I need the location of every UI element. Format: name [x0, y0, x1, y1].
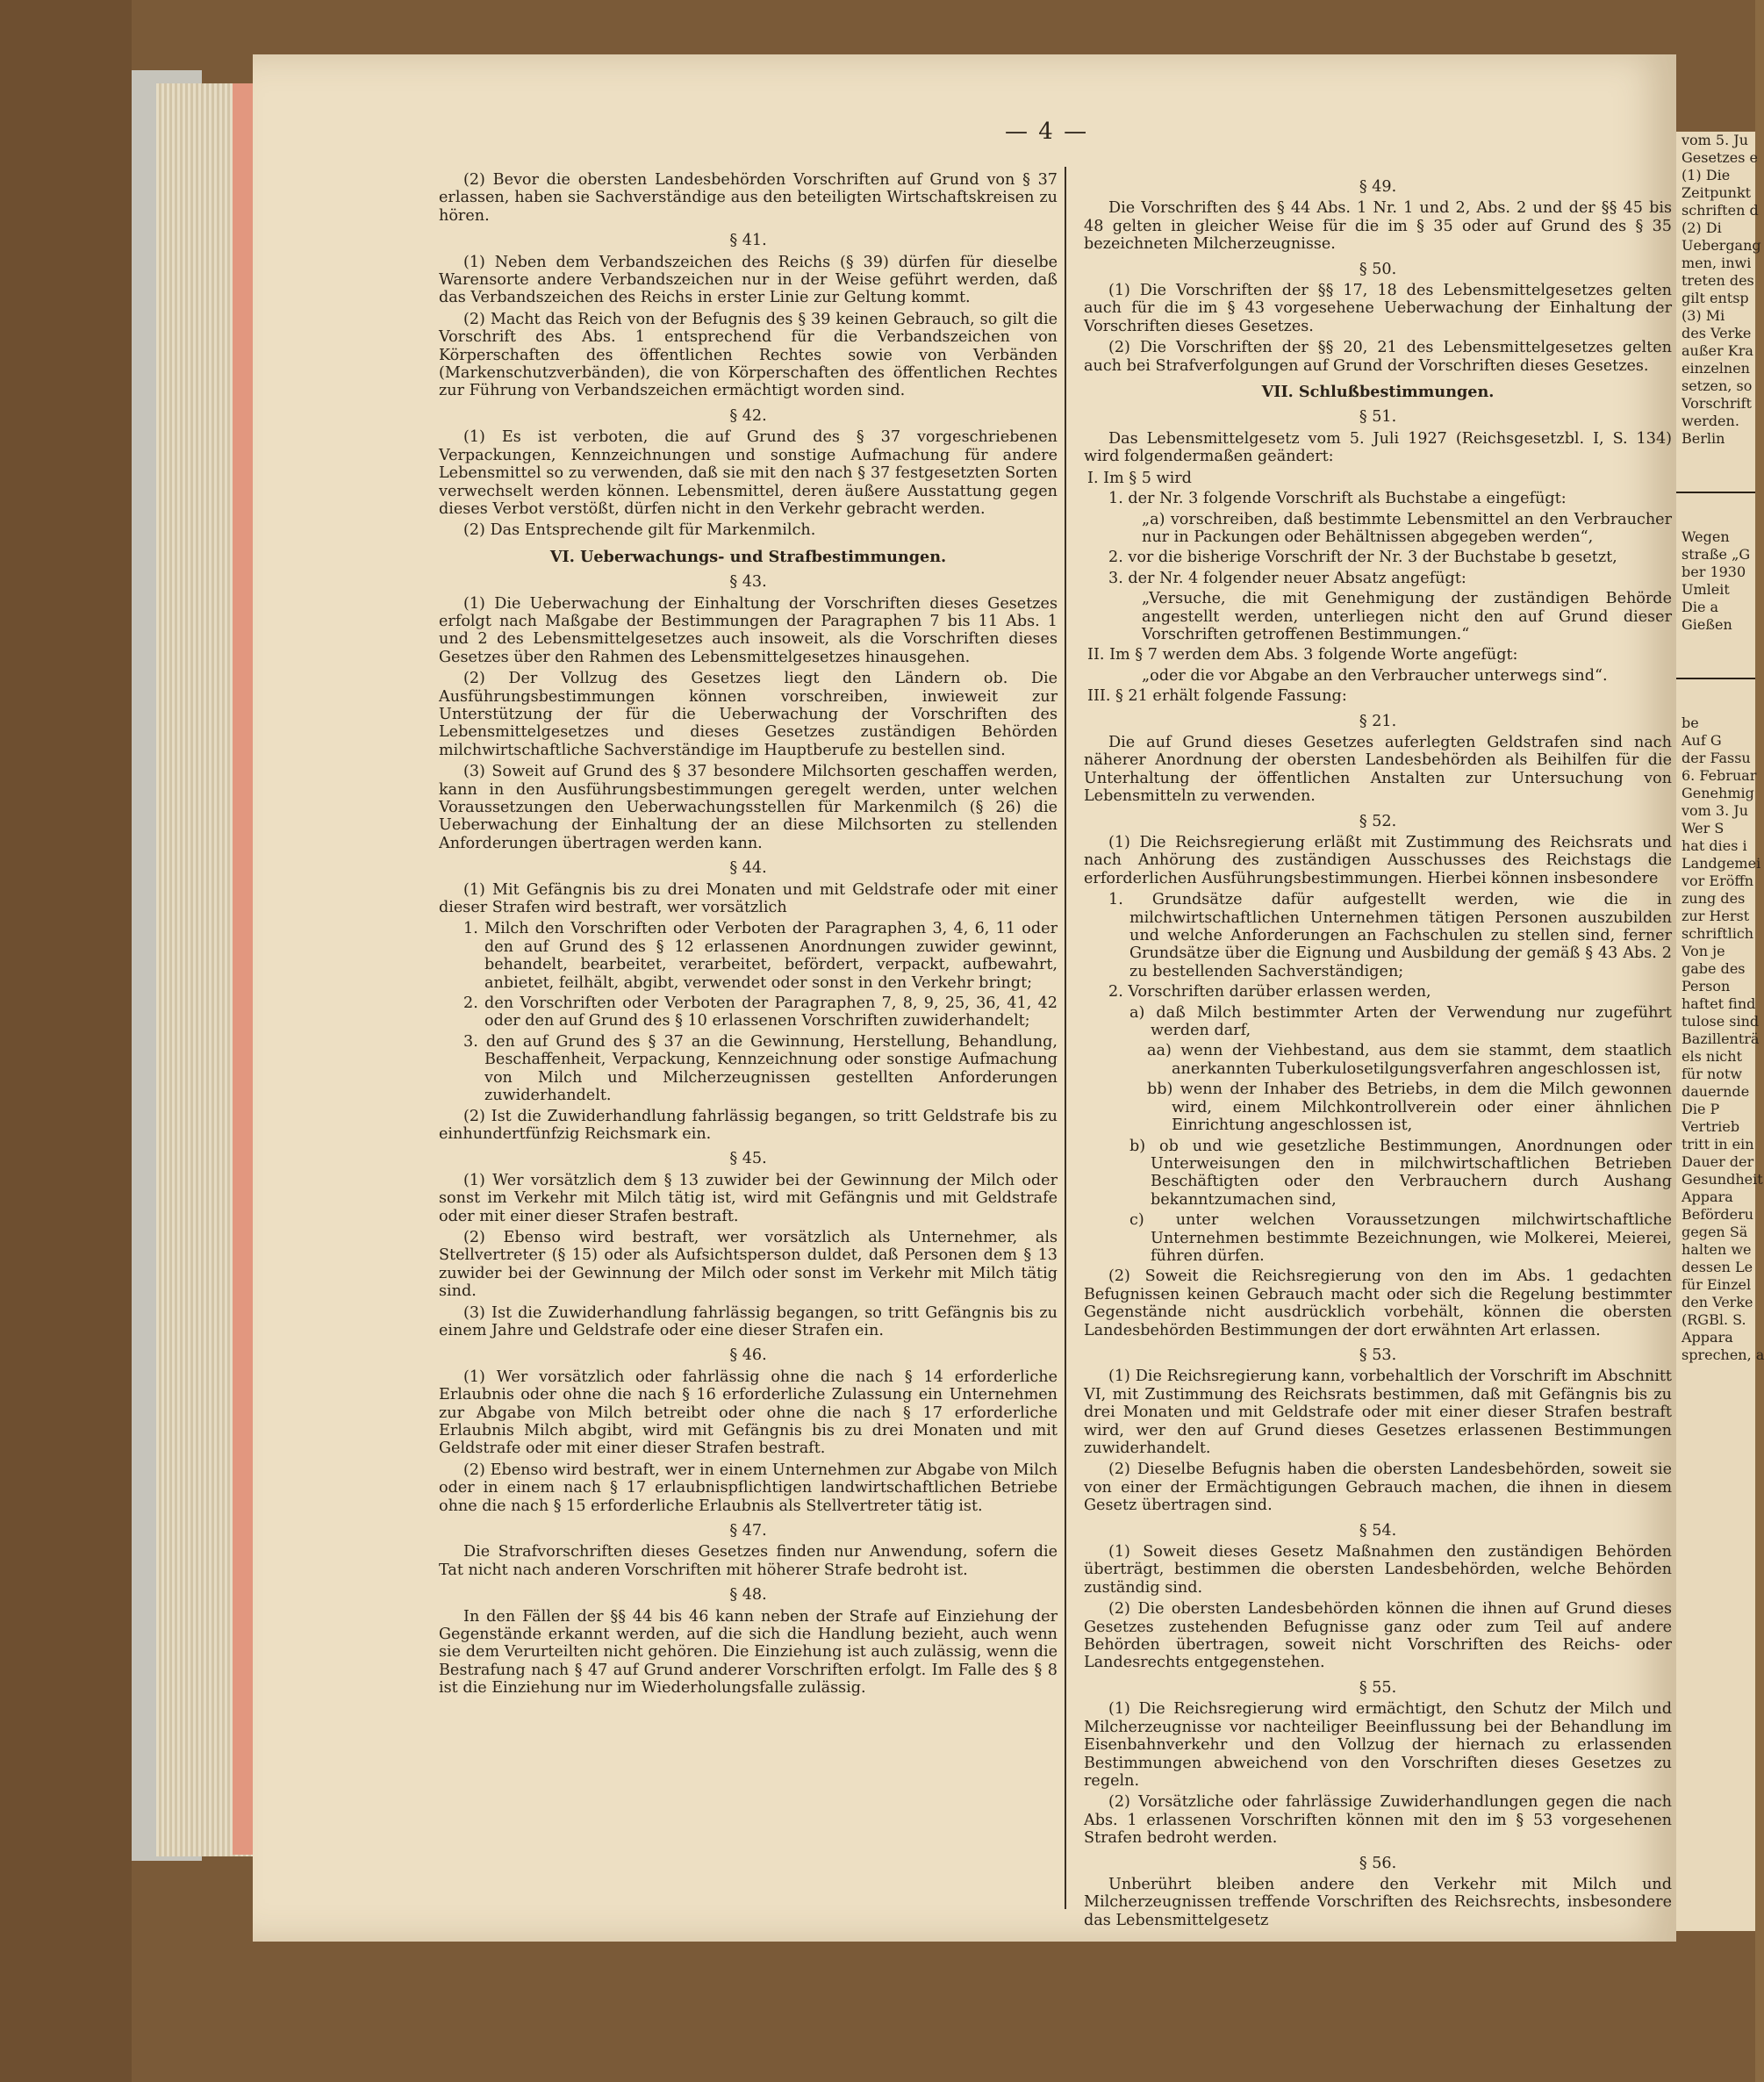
paragraph: (2) Ebenso wird bestraft, wer vorsätzlich als Unternehmer, als Stellvertreter (§ 15) oder als Aufsichtsperson duldet, daß Personen dem § 13 zuwider bei der Gewinnung der Milch oder sonst im Verkehr mit Milch tätig sind. [439, 1228, 1058, 1301]
fragment-line: Umleit [1682, 581, 1730, 598]
fragment-line: ber 1930 [1682, 564, 1746, 580]
paragraph: (2) Ist die Zuwiderhandlung fahrlässig begangen, so tritt Geldstrafe bis zu einhundertfünfzig Reichsmark ein. [439, 1107, 1058, 1143]
fragment-line: Dauer der [1682, 1153, 1754, 1170]
quoted-text: „Versuche, die mit Genehmigung der zuständigen Behörde angestellt werden, unterliegen nicht den auf Grund dieser Vorschriften getroffenen Bestimmungen.“ [1142, 590, 1672, 643]
section-number: § 55. [1359, 1678, 1397, 1697]
fragment-line: straße „G [1682, 546, 1751, 563]
paragraph: Die Strafvorschriften dieses Gesetzes finden nur Anwendung, sofern die Tat nicht nach anderen Vorschriften mit höherer Strafe bedroht ist. [439, 1543, 1058, 1579]
fragment-line: dessen Le [1682, 1259, 1753, 1275]
paragraph: (3) Ist die Zuwiderhandlung fahrlässig begangen, so tritt Gefängnis bis zu einem Jahre und Geldstrafe oder eine dieser Strafen ein. [439, 1303, 1058, 1339]
fragment-line: für Einzel [1682, 1276, 1752, 1293]
fragment-line: Gießen [1682, 616, 1732, 633]
fragment-line: sprechen, a [1682, 1346, 1764, 1363]
list-item: II. Im § 7 werden dem Abs. 3 folgende Worte angefügt: [1087, 646, 1518, 664]
section-number: § 51. [1359, 408, 1397, 427]
paragraph: (2) Soweit die Reichsregierung von den im Abs. 1 gedachten Befugnissen keinen Gebrauch macht oder sich die Regelung bestimmter Gegenstände nicht ausdrücklich vorbehält, können die obersten Landesbehörden Bestimmungen der dort erwähnten Art erlassen. [1084, 1267, 1672, 1339]
list-item: 1. Milch den Vorschriften oder Verboten der Paragraphen 3, 4, 6, 11 oder den auf Grund des § 12 erlassenen Anordnungen zuwider gewinnt, behandelt, bearbeitet, verarbeitet, befördert, verpackt, aufbewahrt, anbietet, feilhält, abgibt, verwendet oder sonst in den Verkehr bringt; [463, 920, 1058, 992]
list-item: 1. der Nr. 3 folgende Vorschrift als Buchstabe a eingefügt: [1108, 490, 1567, 508]
fragment-line: des Verke [1682, 325, 1752, 341]
fragment-line: gegen Sä [1682, 1224, 1748, 1240]
fragment-line: Die a [1682, 599, 1719, 615]
paragraph: Die auf Grund dieses Gesetzes auferlegten Geldstrafen sind nach näherer Anordnung der obersten Landesbehörden als Beihilfen für die Unterhaltung der öffentlichen Anstalten zur Untersuchung von Lebensmitteln zu verwenden. [1084, 733, 1672, 806]
fragment-line: gabe des [1682, 960, 1746, 977]
fragment-line: zung des [1682, 890, 1746, 907]
paragraph: (2) Macht das Reich von der Befugnis des § 39 keinen Gebrauch, so gilt die Vorschrift des Abs. 1 entsprechend für die Verbandszeichen von Körperschaften des öffentlichen Rechtes sowie von Verbänden (Markenschutzverbänden), die von Körperschaften des öffentlichen Rechtes zur Führung von Verbandszeichen ermächtigt worden sind. [439, 310, 1058, 400]
fragment-line: Gesundheit [1682, 1171, 1763, 1188]
fragment-line: (1) Die [1682, 167, 1731, 183]
section-number: § 42. [729, 406, 767, 425]
right-text-column [1084, 171, 1672, 1933]
paragraph: Die Vorschriften des § 44 Abs. 1 Nr. 1 und 2, Abs. 2 und der §§ 45 bis 48 gelten in gleicher Weise für die im § 35 oder auf Grund des § 35 bezeichneten Milcherzeugnisse. [1084, 199, 1672, 254]
list-item: III. § 21 erhält folgende Fassung: [1087, 687, 1347, 706]
section-number: § 43. [729, 573, 767, 592]
fragment-line: Wegen [1682, 528, 1730, 545]
paragraph: Das Lebensmittelgesetz vom 5. Juli 1927 (Reichsgesetzbl. I, S. 134) wird folgendermaßen geändert: [1084, 429, 1672, 466]
fragment-line: (3) Mi [1682, 307, 1725, 324]
fragment-line: Auf G [1682, 732, 1722, 749]
page-bottom-shadow [253, 1942, 1676, 2082]
paragraph: (1) Die Reichsregierung wird ermächtigt, den Schutz der Milch und Milcherzeugnisse vor nachteiliger Beeinflussung bei der Behandlung im Eisenbahnverkehr und den Vollzug der hiernach zu erlassenden Bestimmungen abweichend von den Vorschriften dieses Gesetzes zu regeln. [1084, 1700, 1672, 1790]
column-divider [1065, 167, 1066, 1909]
fragment-line: (RGBl. S. [1682, 1311, 1746, 1328]
page-number: — 4 — [1005, 118, 1089, 145]
fragment-line: be [1682, 714, 1699, 731]
fragment-line: Wer S [1682, 820, 1725, 836]
fragment-line: Appara [1682, 1329, 1733, 1346]
fragment-line: Genehmig [1682, 785, 1754, 801]
list-item: 2. vor die bisherige Vorschrift der Nr. 3 der Buchstabe b gesetzt, [1108, 549, 1617, 567]
fragment-line: Landgemei [1682, 855, 1761, 872]
section-number: § 21. [1359, 712, 1397, 730]
paragraph: (1) Mit Gefängnis bis zu drei Monaten und mit Geldstrafe oder mit einer dieser Strafen wird bestraft, wer vorsätzlich [439, 880, 1058, 917]
paragraph: In den Fällen der §§ 44 bis 46 kann neben der Strafe auf Einziehung der Gegenstände erkannt werden, auf die sich die Handlung bezieht, auch wenn sie dem Verurteilten nicht gehören. Die Einziehung ist auch zulässig, wenn die Bestrafung nach § 47 auf Grund anderer Vorschriften erfolgt. Im Falle des § 8 ist die Einziehung nur im Wiederholungsfalle zulässig. [439, 1607, 1058, 1698]
section-number: § 52. [1359, 812, 1397, 830]
list-item: I. Im § 5 wird [1087, 469, 1192, 487]
paragraph: (2) Die Vorschriften der §§ 20, 21 des Lebensmittelgesetzes gelten auch bei Strafverfolgungen auf Grund der Vorschriften dieses Gesetzes. [1084, 339, 1672, 375]
separator-rule [1676, 492, 1755, 493]
fragment-line: Gesetzes e [1682, 149, 1759, 166]
fragment-line: men, inwi [1682, 255, 1752, 271]
fragment-line: werden. [1682, 413, 1739, 429]
paragraph: (1) Die Ueberwachung der Einhaltung der Vorschriften dieses Gesetzes erfolgt nach Maßgabe der Bestimmungen der Paragraphen 7 bis 11 Abs. 1 und 2 des Lebensmittelgesetzes auch insoweit, als die Vorschriften dieses Gesetzes über den Rahmen des Lebensmittelgesetzes hinausgehen. [439, 594, 1058, 666]
paragraph: (2) Bevor die obersten Landesbehörden Vorschriften auf Grund von § 37 erlassen, haben sie Sachverständige aus den beteiligten Wirtschaftskreisen zu hören. [439, 171, 1058, 225]
separator-rule [1676, 678, 1755, 679]
paragraph: (1) Es ist verboten, die auf Grund des § 37 vorgeschriebenen Verpackungen, Kennzeichnungen und sonstige Aufmachung für andere Lebensmittel so zu verwenden, daß sie mit den nach § 37 festgesetzten Sorten verwechselt werden können. Lebensmittel, deren äußere Ausstattung gegen dieses Verbot verstößt, dürfen nicht in den Verkehr gebracht werden. [439, 428, 1058, 518]
paragraph: (1) Die Reichsregierung kann, vorbehaltlich der Vorschrift im Abschnitt VI, mit Zustimmung des Reichsrats bestimmen, daß mit Gefängnis bis zu drei Monaten und mit Geldstrafe oder mit einer dieser Strafen bestraft wird, wer den auf Grund dieses Gesetzes erlassenen Bestimmungen zuwiderhandelt. [1084, 1368, 1672, 1457]
book-spine [0, 0, 132, 2082]
fragment-line: hat dies i [1682, 837, 1747, 854]
fragment-line: der Fassu [1682, 750, 1751, 766]
fragment-line: treten des [1682, 272, 1754, 289]
chapter-heading: VI. Ueberwachungs- und Strafbestimmungen. [549, 547, 947, 566]
fragment-line: 6. Februar [1682, 767, 1757, 784]
section-number: § 48. [729, 1586, 767, 1605]
paragraph: (3) Soweit auf Grund des § 37 besondere Milchsorten geschaffen werden, kann in den Ausführungsbestimmungen geregelt werden, unter welchen Voraussetzungen den Ueberwachungsstellen für Markenmilch (§ 26) die Ueberwachung der Einhaltung der an diese Milchsorten zu stellenden Anforderungen übertragen werden kann. [439, 763, 1058, 852]
paragraph: (2) Das Entsprechende gilt für Markenmilch. [463, 521, 816, 540]
fragment-line: zur Herst [1682, 908, 1750, 924]
paragraph: (2) Der Vollzug des Gesetzes liegt den Ländern ob. Die Ausführungsbestimmungen können vorschreiben, inwieweit zur Unterstützung der für die Ueberwachung der Vorschriften des Lebensmittelgesetzes und dieses Gesetzes zuständigen Behörden milchwirtschaftliche Sachverständige im Hauptberufe zu bestellen sind. [439, 670, 1058, 759]
fragment-line: halten we [1682, 1241, 1752, 1258]
fragment-line: haftet find [1682, 995, 1756, 1012]
paragraph: Unberührt bleiben andere den Verkehr mit Milch und Milcherzeugnissen treffende Vorschriften des Reichsrechts, insbesondere das Lebensmittelgesetz [1084, 1875, 1672, 1929]
fragment-line: dauernde [1682, 1083, 1750, 1100]
fragment-line: (2) Di [1682, 219, 1722, 236]
fragment-line: Berlin [1682, 430, 1725, 447]
fragment-line: schriften d [1682, 202, 1759, 219]
section-number: § 41. [729, 232, 767, 250]
list-item: 2. den Vorschriften oder Verboten der Paragraphen 7, 8, 9, 25, 36, 41, 42 oder den auf Grund des § 10 erlassenen Vorschriften zuwiderhandelt; [463, 994, 1058, 1030]
paragraph: (1) Wer vorsätzlich oder fahrlässig ohne die nach § 14 erforderliche Erlaubnis oder ohne die nach § 16 erforderliche Zulassung ein Unternehmen zur Abgabe von Milch betreibt oder ohne die nach § 17 erforderliche Erlaubnis Milch abgibt, wird mit Gefängnis bis zu drei Monaten und mit Geldstrafe oder mit einer dieser Strafen bestraft. [439, 1368, 1058, 1458]
fragment-line: Von je [1682, 943, 1725, 959]
paragraph: (1) Die Reichsregierung erläßt mit Zustimmung des Reichsrats und nach Anhörung des zuständigen Ausschusses des Reichstags die erforderlichen Ausführungsbestimmungen. Hierbei können insbesondere [1084, 834, 1672, 887]
list-item: 3. den auf Grund des § 37 an die Gewinnung, Herstellung, Behandlung, Beschaffenheit, Verpackung, Kennzeichnung oder sonstige Aufmachung von Milch und Milcherzeugnissen gestellten Anforderungen zuwiderhandelt. [463, 1032, 1058, 1105]
section-number: § 44. [729, 859, 767, 878]
fragment-line: den Verke [1682, 1294, 1753, 1310]
fragment-line: einzelnen [1682, 360, 1750, 377]
section-number: § 53. [1359, 1346, 1397, 1364]
section-number: § 47. [729, 1522, 767, 1540]
paragraph: (1) Wer vorsätzlich dem § 13 zuwider bei der Gewinnung der Milch oder sonst im Verkehr mit Milch tätig ist, wird mit Gefängnis und mit Geldstrafe oder mit einer dieser Strafen bestraft. [439, 1171, 1058, 1225]
paragraph: (1) Neben dem Verbandszeichen des Reichs (§ 39) dürfen für dieselbe Warensorte andere Verbandszeichen nur in der Weise geführt werden, daß das Verbandszeichen des Reichs in erster Linie zur Geltung kommt. [439, 253, 1058, 307]
sub-list-item: a) daß Milch bestimmter Arten der Verwendung nur zugeführt werden darf, [1129, 1003, 1672, 1040]
quoted-text: „oder die vor Abgabe an den Verbraucher unterwegs sind“. [1142, 666, 1608, 685]
fragment-line: Die P [1682, 1101, 1720, 1117]
left-text-column [439, 171, 1058, 1701]
fragment-line: tulose sind [1682, 1013, 1760, 1030]
section-number: § 46. [729, 1346, 767, 1365]
fragment-line: Vorschrift [1682, 395, 1752, 412]
section-number: § 56. [1359, 1854, 1397, 1872]
fragment-line: Uebergang [1682, 237, 1761, 254]
list-item: 2. Vorschriften darüber erlassen werden, [1108, 983, 1431, 1002]
list-item: 3. der Nr. 4 folgender neuer Absatz angefügt: [1108, 569, 1466, 587]
fragment-line: Bazillenträ [1682, 1030, 1760, 1047]
fragment-line: Vertrieb [1682, 1118, 1740, 1135]
sub-list-item: c) unter welchen Voraussetzungen milchwirtschaftliche Unternehmen bestimmte Bezeichnungen, wie Molkerei, Meierei, führen dürfen. [1129, 1211, 1672, 1265]
fragment-line: Person [1682, 978, 1731, 994]
paragraph: (2) Ebenso wird bestraft, wer in einem Unternehmen zur Abgabe von Milch oder in einem nach § 17 erlaubnispflichtigen landwirtschaftlichen Betriebe ohne die nach § 15 erforderliche Erlaubnis als Stellvertreter tätig ist. [439, 1461, 1058, 1515]
fragment-line: außer Kra [1682, 342, 1753, 359]
fragment-line: els nicht [1682, 1048, 1742, 1065]
fragment-line: setzen, so [1682, 377, 1753, 394]
section-number: § 50. [1359, 260, 1397, 278]
paragraph: (1) Soweit dieses Gesetz Maßnahmen den zuständigen Behörden überträgt, bestimmen die obersten Landesbehörden, welche Behörden zuständig sind. [1084, 1543, 1672, 1597]
paragraph: (1) Die Vorschriften der §§ 17, 18 des Lebensmittelgesetzes gelten auch für die im § 43 vorgesehene Ueberwachung der Einhaltung der Vorschriften dieses Gesetzes. [1084, 282, 1672, 335]
sub-sub-list-item: aa) wenn der Viehbestand, aus dem sie stammt, dem staatlich anerkannten Tuberkulosetilgungsverfahren angeschlossen ist, [1147, 1042, 1672, 1078]
next-page-fragment [1676, 132, 1764, 1931]
fragment-line: tritt in ein [1682, 1136, 1754, 1152]
quoted-text: „a) vorschreiben, daß bestimmte Lebensmittel an den Verbraucher nur in Packungen oder Behältnissen abgegeben werden“, [1142, 510, 1672, 546]
fragment-line: Appara [1682, 1188, 1733, 1205]
list-item: 1. Grundsätze dafür aufgestellt werden, wie die in milchwirtschaftlichen Unternehmen tätigen Personen auszubilden und welche Anforderungen an Fachschulen zu stellen sind, ferner Grundsätze über die Eignung und Ausbildung der gemäß § 43 Abs. 2 zu bestellenden Sachverständigen; [1108, 891, 1672, 980]
section-number: § 49. [1359, 178, 1397, 196]
paragraph: (2) Vorsätzliche oder fahrlässige Zuwiderhandlungen gegen die nach Abs. 1 erlassenen Vorschriften können mit den im § 53 vorgesehenen Strafen bedroht werden. [1084, 1793, 1672, 1848]
sub-list-item: b) ob und wie gesetzliche Bestimmungen, Anordnungen oder Unterweisungen den in milchwirtschaftlichen Betrieben Beschäftigten oder den Verbrauchern durch Aushang bekanntzumachen sind, [1129, 1137, 1672, 1209]
sub-sub-list-item: bb) wenn der Inhaber des Betriebs, in dem die Milch gewonnen wird, einem Milchkontrollverein oder einer ähnlichen Einrichtung angeschlossen ist, [1147, 1080, 1672, 1135]
paragraph: (2) Die obersten Landesbehörden können die ihnen auf Grund dieses Gesetzes zustehenden Befugnisse ganz oder zum Teil auf andere Behörden übertragen, soweit nicht Vorschriften des Reichs- oder Landesrechts entgegenstehen. [1084, 1600, 1672, 1672]
fragment-line: gilt entsp [1682, 290, 1749, 306]
section-number: § 54. [1359, 1521, 1397, 1540]
fragment-line: Zeitpunkt [1682, 184, 1752, 201]
paragraph: (2) Dieselbe Befugnis haben die obersten Landesbehörden, soweit sie von einer der Ermächtigungen Gebrauch machen, die ihnen in diesem Gesetz übertragen sind. [1084, 1461, 1672, 1515]
fragment-line: vor Eröffn [1682, 872, 1754, 889]
fragment-line: vom 3. Ju [1682, 802, 1748, 819]
fragment-line: Beförderu [1682, 1206, 1754, 1223]
chapter-heading: VII. Schlußbestimmungen. [1261, 383, 1495, 402]
fragment-line: schriftlich [1682, 925, 1754, 942]
fragment-line: für notw [1682, 1066, 1743, 1082]
fragment-line: vom 5. Ju [1682, 132, 1748, 148]
section-number: § 45. [729, 1150, 767, 1168]
